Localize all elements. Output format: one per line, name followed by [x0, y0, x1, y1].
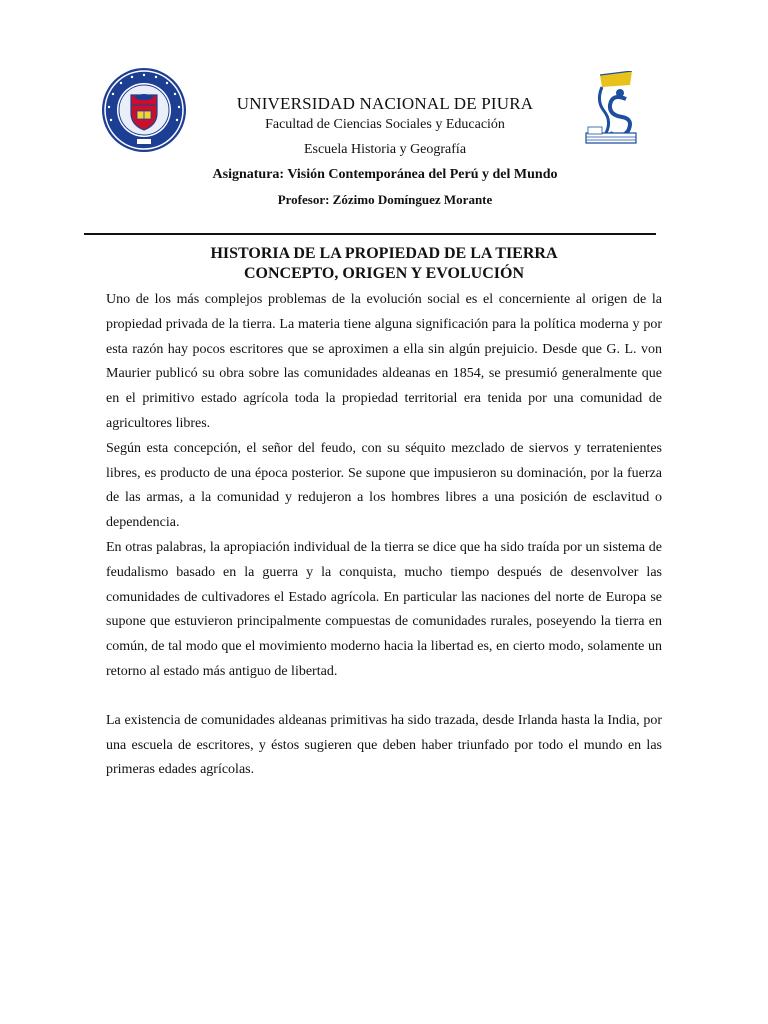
- document-title: HISTORIA DE LA PROPIEDAD DE LA TIERRA: [210, 245, 558, 262]
- university-name: UNIVERSIDAD NACIONAL DE PIURA: [236, 94, 534, 113]
- paragraph-1: Uno de los más complejos problemas de la evolución social es el concerniente al origen de la propiedad privada de la tierra. La materia tiene alguna significación para la política moderna y por esta razón hay pocos escritores que se aproximen a ella sin algún prejuicio. Desde que G. L. von Maurier publicó su obra sobre las comunidades aldeanas en 1854, se presumió generalmente que en el primitivo estado agrícola toda la propiedad territorial era tenida por una comunidad de agricultores libres.: [106, 292, 662, 431]
- faculty-name: Facultad de Ciencias Sociales y Educación: [265, 117, 505, 132]
- subject-line: Asignatura: Visión Contemporánea del Perú y del Mundo: [212, 167, 558, 182]
- university-seal-logo: [101, 67, 187, 153]
- document-body: [106, 288, 662, 783]
- faculty-emblem-logo: [582, 71, 640, 149]
- school-name: Escuela Historia y Geografía: [303, 142, 467, 157]
- paragraph-2: Según esta concepción, el señor del feudo, con su séquito mezclado de siervos y terratenientes libres, es producto de una época posterior. Se supone que impusieron su dominación, por la fuerza de las armas, a la comunidad y redujeron a los hombres libres a una posición de esclavitud o dependencia.: [106, 440, 662, 531]
- paragraph-3: En otras palabras, la apropiación individual de la tierra se dice que ha sido traída por un sistema de feudalismo basado en la guerra y la conquista, mucho tiempo después de desenvolver las comunidades de cultivadores el Estado agrícola. En particular las naciones del norte de Europa se supone que estuvieron principalmente compuestas de comunidades rurales, poseyendo la tierra en común, de tal modo que el movimiento moderno hacia la libertad es, en cierto modo, solamente un retorno al estado más antiguo de libertad.: [106, 539, 662, 679]
- document-subtitle: CONCEPTO, ORIGEN Y EVOLUCIÓN: [243, 265, 524, 282]
- paragraph-4: La existencia de comunidades aldeanas primitivas ha sido trazada, desde Irlanda hasta la India, por una escuela de escritores, y éstos sugieren que deben haber triunfado por todo el mundo en las primeras edades agrícolas.: [106, 712, 662, 778]
- header-divider: [84, 233, 656, 235]
- professor-line: Profesor: Zózimo Domínguez Morante: [277, 192, 493, 207]
